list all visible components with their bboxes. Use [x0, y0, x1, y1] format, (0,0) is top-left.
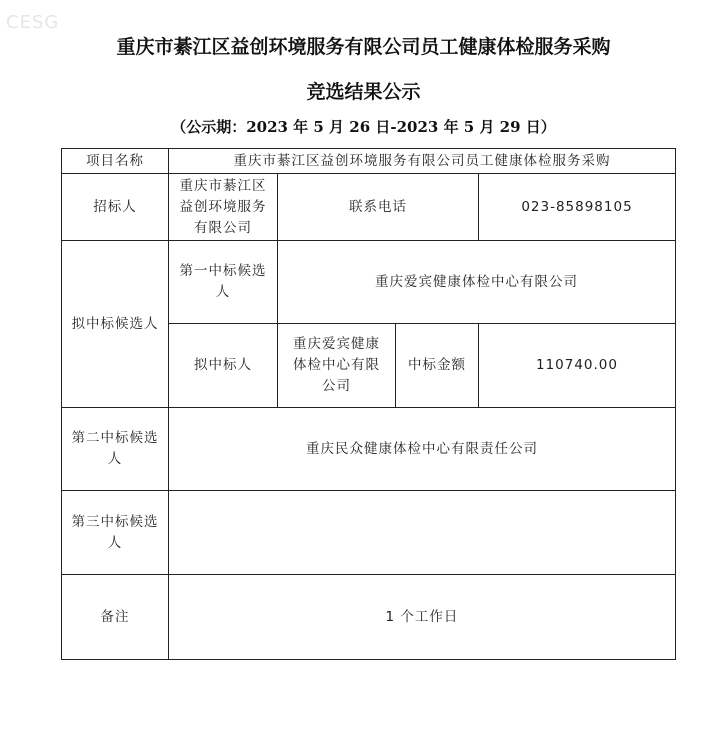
first-candidate-label: 第一中标候选人: [169, 241, 278, 324]
second-candidate-label: 第二中标候选人: [62, 408, 169, 491]
tenderer-value: 重庆市綦江区益创环境服务有限公司: [169, 174, 278, 241]
remarks-value: 1 个工作日: [169, 575, 676, 660]
first-candidate-value: 重庆爱宾健康体检中心有限公司: [278, 241, 676, 324]
project-name-label: 项目名称: [62, 149, 169, 174]
result-table: [61, 148, 676, 660]
row-first-candidate: [62, 241, 676, 324]
contact-label: 联系电话: [278, 174, 479, 241]
proposed-winner-value: 重庆爱宾健康体检中心有限公司: [278, 324, 396, 408]
contact-value: 023-85898105: [479, 174, 676, 241]
proposed-candidate-label: 拟中标候选人: [62, 241, 169, 408]
bid-amount-label: 中标金额: [396, 324, 479, 408]
watermark-logo: CESG: [6, 12, 60, 33]
row-third-candidate: [62, 491, 676, 575]
document-subtitle: 竞选结果公示: [306, 81, 421, 103]
tenderer-label: 招标人: [62, 174, 169, 241]
document-title: 重庆市綦江区益创环境服务有限公司员工健康体检服务采购: [116, 36, 611, 58]
bid-amount-value: 110740.00: [479, 324, 676, 408]
row-second-candidate: [62, 408, 676, 491]
publicity-period: （公示期：2023 年 5 月 26 日-2023 年 5 月 29 日）: [171, 118, 556, 136]
remarks-label: 备注: [62, 575, 169, 660]
third-candidate-value: [169, 491, 676, 575]
project-name-value: 重庆市綦江区益创环境服务有限公司员工健康体检服务采购: [169, 149, 676, 174]
row-tenderer: [62, 174, 676, 241]
row-remarks: [62, 575, 676, 660]
proposed-winner-label: 拟中标人: [169, 324, 278, 408]
third-candidate-label: 第三中标候选人: [62, 491, 169, 575]
second-candidate-value: 重庆民众健康体检中心有限责任公司: [169, 408, 676, 491]
row-project-name: [62, 149, 676, 174]
